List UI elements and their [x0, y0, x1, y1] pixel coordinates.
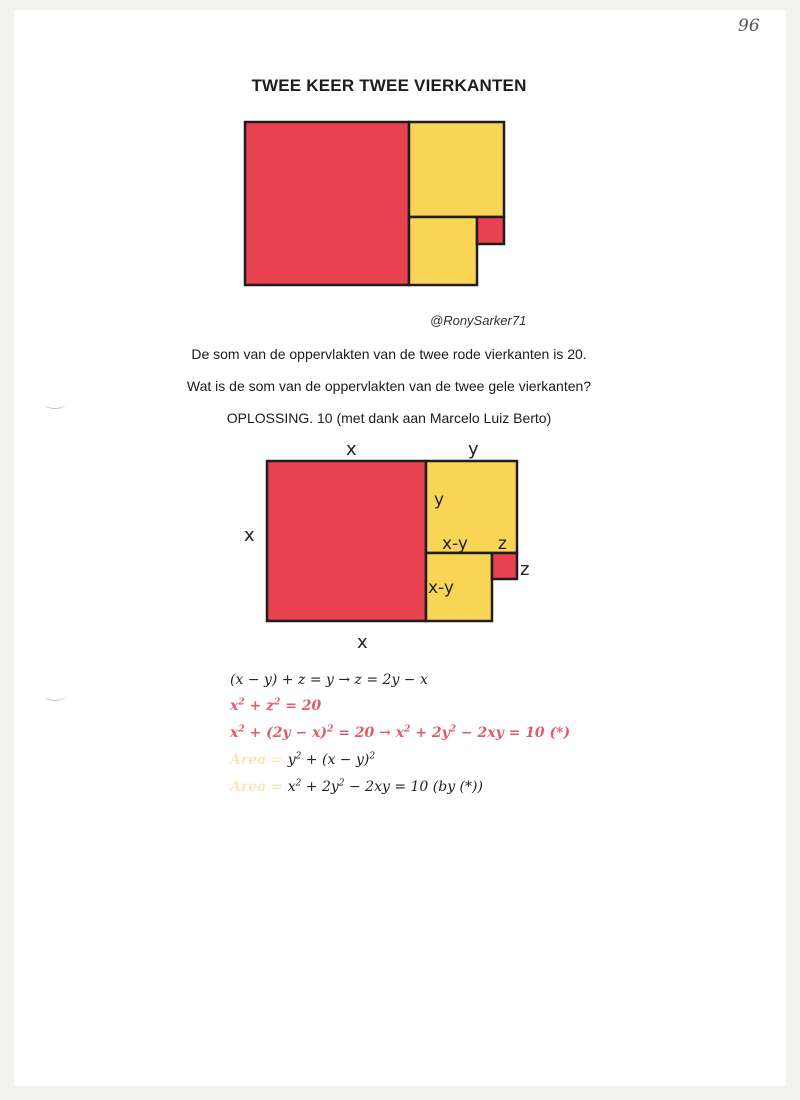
label-top-x: x: [346, 439, 357, 460]
label-lower-x-minus-y: x-y: [428, 578, 454, 598]
punch-hole-mark: [44, 690, 66, 701]
equation-substitution: $x^2 + (2y - x)^2 = 20 \to x^2 + 2y^2 - 2xy = 10$ (*): [230, 724, 571, 741]
area-label: Area =: [230, 752, 288, 768]
label-top-y: y: [468, 439, 479, 460]
equation-yellow-result: Area = $x^2 + 2y^2 - 2xy = 10$ (by (*)): [230, 778, 483, 795]
yellow-square-small: [409, 217, 477, 285]
equation-yellow-area: Area = $y^2 + (x - y)^2$: [230, 751, 376, 768]
yellow-square-large: [409, 122, 504, 217]
label-bottom-x: x: [357, 632, 368, 653]
solution-line: OPLOSSING. 10 (met dank aan Marcelo Luiz Berto): [226, 410, 552, 426]
area-label: Area =: [230, 779, 288, 795]
author-credit: @RonySarker71: [430, 313, 527, 328]
page-number: 96: [738, 16, 760, 36]
label-outer-z: z: [520, 559, 530, 580]
problem-statement-1: De som van de oppervlakten van de twee rode vierkanten is 20.: [191, 346, 587, 362]
red-square-small: [477, 217, 504, 244]
red-square-large-solution: [267, 461, 426, 621]
equation-red-sum: $x^2 + z^2 = 20$: [230, 697, 322, 714]
red-square-small-solution: [492, 553, 517, 579]
problem-question: Wat is de som van de oppervlakten van de twee gele vierkanten?: [186, 378, 592, 394]
label-left-x: x: [244, 525, 255, 546]
label-inner-x-minus-y: x-y: [442, 534, 468, 554]
red-square-large: [245, 122, 409, 285]
page-title: TWEE KEER TWEE VIERKANTEN: [251, 76, 527, 95]
label-inner-z: z: [498, 534, 507, 554]
equation-z: (x − y) + z = y → z = 2y − x: [230, 672, 428, 688]
label-inner-y: y: [434, 490, 445, 510]
